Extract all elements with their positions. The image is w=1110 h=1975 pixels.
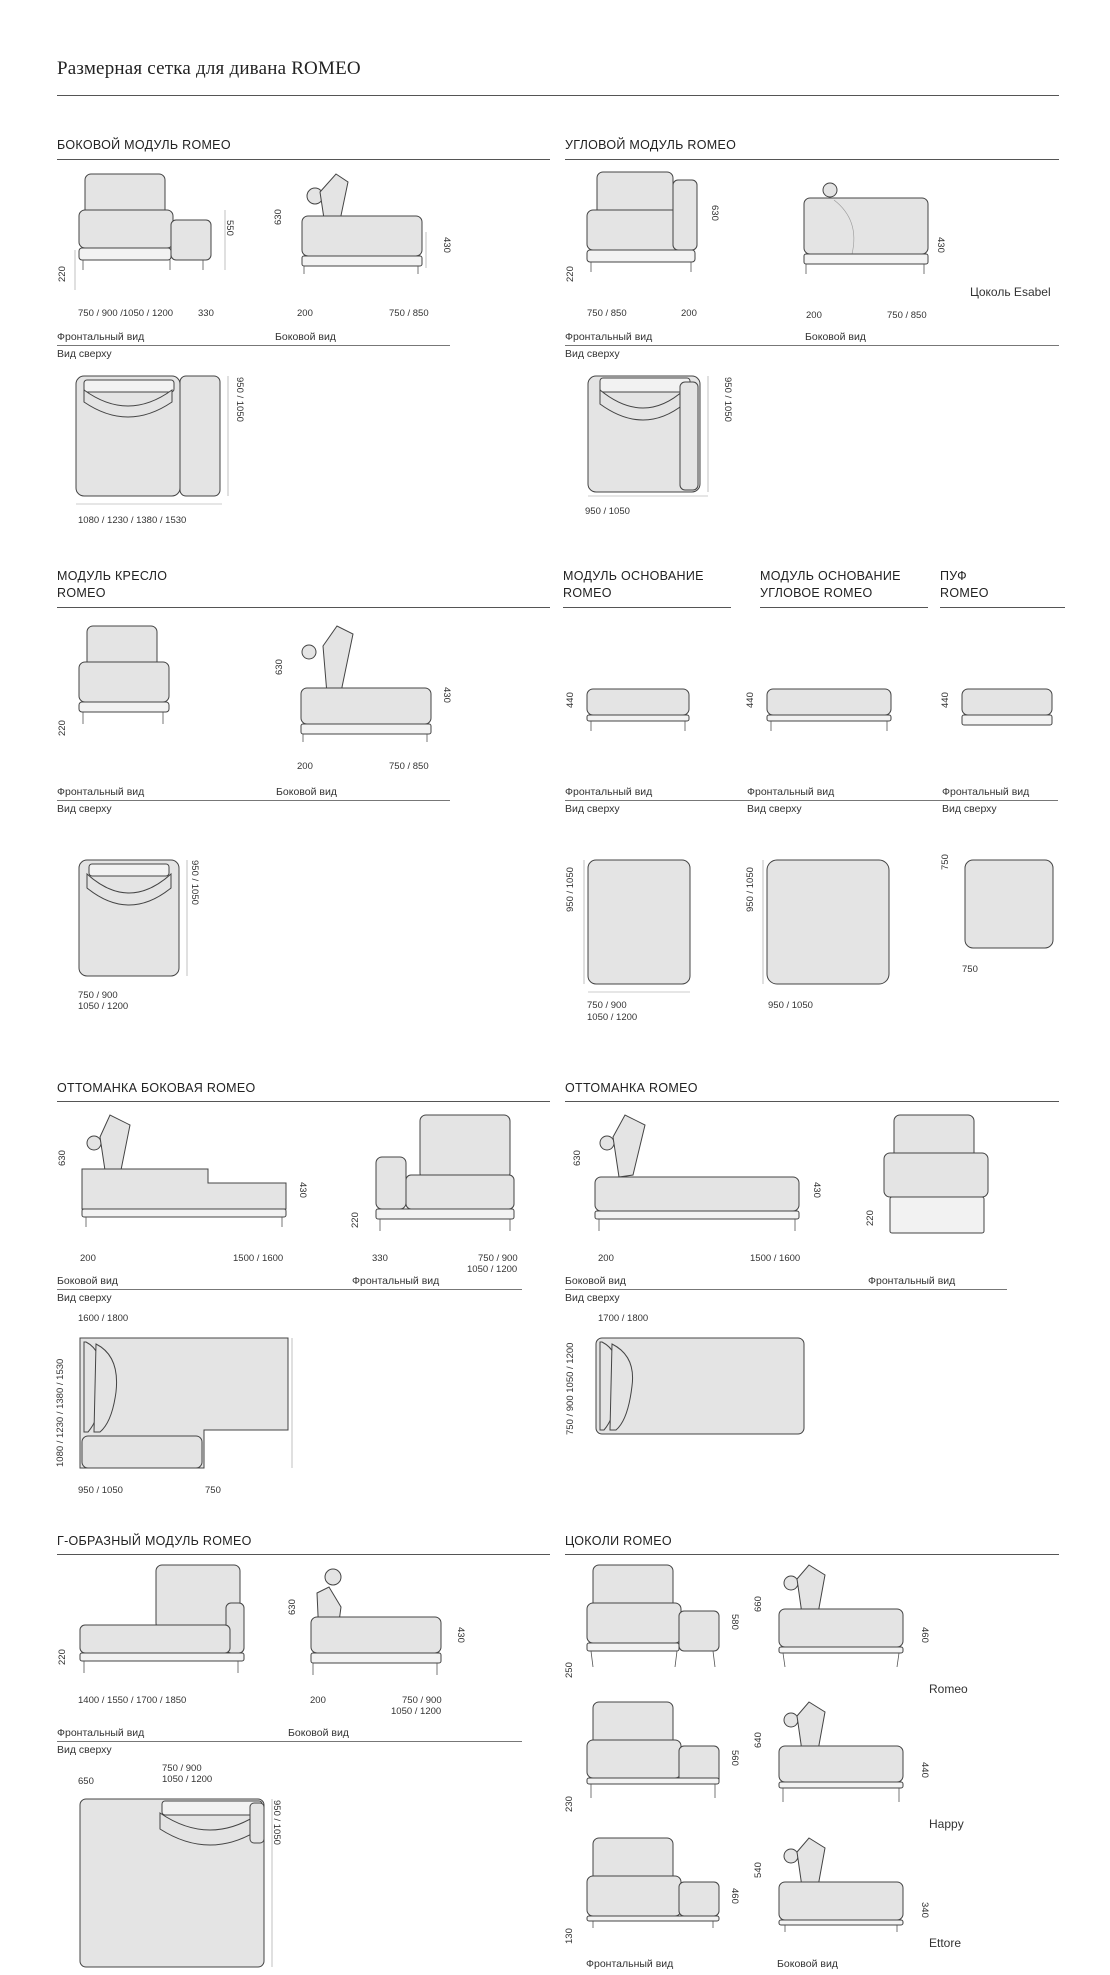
dim-label: 1500 / 1600 xyxy=(750,1253,801,1264)
pouf-front-drawing xyxy=(958,685,1058,735)
dim-label: 440 xyxy=(919,1762,930,1778)
base-module-top-drawing xyxy=(584,856,694,996)
dim-label: 750 / 850 xyxy=(389,308,429,319)
caption-top: Вид сверху xyxy=(942,803,997,815)
section-title-line: УГЛОВОЕ ROMEO xyxy=(760,586,873,600)
dim-label: 750 xyxy=(940,854,951,870)
dim-label: 750 / 850 xyxy=(887,310,927,321)
dim-label: 630 xyxy=(57,1150,68,1166)
caption-side: Боковой вид xyxy=(57,1275,118,1287)
section-divider xyxy=(565,1554,1059,1555)
dim-label: 750 / 900 xyxy=(478,1253,518,1264)
dim-label: 340 xyxy=(919,1902,930,1918)
dim-label: 430 xyxy=(811,1182,822,1198)
section-title-bases: ЦОКОЛИ ROMEO xyxy=(565,1534,672,1548)
dim-label: 430 xyxy=(935,237,946,253)
caption-front: Фронтальный вид xyxy=(565,331,653,343)
dim-label: 630 xyxy=(572,1150,583,1166)
caption-top: Вид сверху xyxy=(57,803,112,815)
caption-side: Боковой вид xyxy=(805,331,866,343)
dim-label: 200 xyxy=(681,308,697,319)
section-title-line: ROMEO xyxy=(563,586,612,600)
caption-side: Боковой вид xyxy=(276,786,337,798)
caption-divider xyxy=(57,1289,522,1290)
armchair-module-top-drawing xyxy=(75,856,195,981)
dim-label: 460 xyxy=(919,1627,930,1643)
section-title-side-ottoman: ОТТОМАНКА БОКОВАЯ ROMEO xyxy=(57,1081,256,1095)
section-divider xyxy=(563,607,731,608)
section-divider xyxy=(760,607,928,608)
caption-top: Вид сверху xyxy=(565,348,620,360)
corner-base-top-drawing xyxy=(763,856,893,996)
dim-label: 750 / 900 xyxy=(162,1763,202,1774)
corner-module-front-drawing xyxy=(583,170,713,280)
armchair-module-side-drawing xyxy=(297,622,447,752)
caption-front: Фронтальный вид xyxy=(942,786,1030,798)
side-ottoman-side-drawing xyxy=(78,1113,298,1243)
caption-side: Боковой вид xyxy=(275,331,336,343)
base-name-romeo: Romeo xyxy=(929,1682,968,1696)
caption-divider xyxy=(565,800,1058,801)
section-title-corner-module: УГЛОВОЙ МОДУЛЬ ROMEO xyxy=(565,138,737,152)
dim-label: 650 xyxy=(78,1776,94,1787)
dim-label: 560 xyxy=(729,1750,740,1766)
caption-divider xyxy=(57,800,450,801)
dim-label: 950 / 1050 xyxy=(768,1000,813,1011)
base-name-ettore: Ettore xyxy=(929,1936,962,1950)
dim-label: 130 xyxy=(564,1928,575,1944)
dim-label: 750 xyxy=(205,1485,221,1496)
dim-label: 750 / 900 /1050 / 1200 xyxy=(78,308,174,319)
dim-label: 220 xyxy=(57,266,68,282)
dim-label: 1050 / 1200 xyxy=(162,1774,213,1785)
section-title-line: МОДУЛЬ КРЕСЛО xyxy=(57,569,168,583)
section-title-line: ПУФ xyxy=(940,569,967,583)
dim-label: 430 xyxy=(441,237,452,253)
dim-label: 630 xyxy=(274,659,285,675)
caption-front: Фронтальный вид xyxy=(565,786,653,798)
dim-label: 1050 / 1200 xyxy=(467,1264,518,1275)
dim-label: 440 xyxy=(565,692,576,708)
l-module-top-drawing xyxy=(76,1795,276,1975)
dim-label: 540 xyxy=(753,1862,764,1878)
armchair-module-front-drawing xyxy=(75,622,185,732)
dim-label: 330 xyxy=(198,308,214,319)
dim-label: 950 / 1050 xyxy=(585,506,630,517)
section-title-base-module xyxy=(563,568,704,602)
caption-top: Вид сверху xyxy=(57,1744,112,1756)
dim-label: 950 / 1050 xyxy=(234,377,245,422)
caption-side: Боковой вид xyxy=(777,1958,838,1970)
section-divider xyxy=(57,607,550,608)
section-divider xyxy=(940,607,1065,608)
dim-label: 200 xyxy=(297,308,313,319)
title-divider xyxy=(57,95,1059,96)
section-divider xyxy=(565,159,1059,160)
dim-label: 1050 / 1200 xyxy=(587,1012,638,1023)
dim-label: 200 xyxy=(80,1253,96,1264)
dim-label: 950 / 1050 xyxy=(78,1485,123,1496)
dim-label: 430 xyxy=(297,1182,308,1198)
section-title-l-module: Г-ОБРАЗНЫЙ МОДУЛЬ ROMEO xyxy=(57,1534,252,1548)
dim-label: 440 xyxy=(745,692,756,708)
section-title-line: МОДУЛЬ ОСНОВАНИЕ xyxy=(563,569,704,583)
section-title-pouf xyxy=(940,568,989,602)
corner-module-top-drawing xyxy=(584,372,724,502)
dim-label: 1080 / 1230 / 1380 / 1530 xyxy=(55,1358,66,1467)
dim-label: 630 xyxy=(287,1599,298,1615)
base-module-front-drawing xyxy=(583,685,693,735)
caption-top: Вид сверху xyxy=(565,1292,620,1304)
caption-divider xyxy=(565,345,1059,346)
caption-front: Фронтальный вид xyxy=(352,1275,440,1287)
dim-label: 220 xyxy=(57,1649,68,1665)
dim-label: 250 xyxy=(564,1662,575,1678)
caption-top: Вид сверху xyxy=(57,348,112,360)
dim-label: 220 xyxy=(565,266,576,282)
caption-side: Боковой вид xyxy=(288,1727,349,1739)
dim-label: 640 xyxy=(753,1732,764,1748)
dim-label: 750 / 900 xyxy=(78,990,118,1001)
base-ettore-side-drawing xyxy=(775,1836,915,1936)
dim-label: 1400 / 1550 / 1700 / 1850 xyxy=(78,1695,187,1706)
dim-label: 440 xyxy=(940,692,951,708)
dim-label: 950 / 1050 xyxy=(189,860,200,905)
section-title-line: ROMEO xyxy=(57,586,106,600)
dim-label: 660 xyxy=(753,1596,764,1612)
dim-label: 750 / 900 xyxy=(587,1000,627,1011)
dim-label: 750 / 850 xyxy=(389,761,429,772)
base-romeo-front-drawing xyxy=(583,1563,733,1673)
dim-label: 550 xyxy=(224,220,235,236)
dim-label: 230 xyxy=(564,1796,575,1812)
side-module-top-drawing xyxy=(72,372,242,512)
base-ettore-front-drawing xyxy=(583,1836,733,1936)
dim-label: 950 / 1050 xyxy=(745,867,756,912)
section-title-corner-base-module xyxy=(760,568,901,602)
section-divider xyxy=(565,1101,1059,1102)
dim-label: 1700 / 1800 xyxy=(598,1313,649,1324)
dim-label: 950 / 1050 xyxy=(565,867,576,912)
caption-front: Фронтальный вид xyxy=(747,786,835,798)
dim-label: 1080 / 1230 / 1380 / 1530 xyxy=(78,515,187,526)
ottoman-side-drawing xyxy=(591,1113,811,1243)
dim-label: 750 / 900 1050 / 1200 xyxy=(565,1342,576,1435)
dim-label: 220 xyxy=(350,1212,361,1228)
side-module-front-drawing xyxy=(75,170,235,280)
caption-top: Вид сверху xyxy=(747,803,802,815)
section-divider xyxy=(57,159,550,160)
dim-label: 750 xyxy=(962,964,978,975)
base-name-esabel: Цоколь Esabel xyxy=(970,285,1051,299)
caption-divider xyxy=(57,1741,522,1742)
section-divider xyxy=(57,1554,550,1555)
dim-label: 630 xyxy=(273,209,284,225)
caption-front: Фронтальный вид xyxy=(868,1275,956,1287)
dim-label: 1050 / 1200 xyxy=(78,1001,129,1012)
caption-front: Фронтальный вид xyxy=(57,331,145,343)
section-title-side-module: БОКОВОЙ МОДУЛЬ ROMEO xyxy=(57,138,231,152)
caption-divider xyxy=(57,345,450,346)
l-module-side-drawing xyxy=(307,1563,457,1693)
base-romeo-side-drawing xyxy=(775,1563,915,1673)
page-title: Размерная сетка для дивана ROMEO xyxy=(57,58,361,79)
dim-label: 750 / 900 xyxy=(402,1695,442,1706)
side-ottoman-front-drawing xyxy=(372,1113,522,1243)
dim-label: 630 xyxy=(709,205,720,221)
caption-front: Фронтальный вид xyxy=(57,786,145,798)
side-ottoman-top-drawing xyxy=(76,1332,306,1482)
caption-front: Фронтальный вид xyxy=(586,1958,674,1970)
dim-label: 330 xyxy=(372,1253,388,1264)
caption-top: Вид сверху xyxy=(565,803,620,815)
dim-label: 200 xyxy=(806,310,822,321)
dim-label: 200 xyxy=(297,761,313,772)
ottoman-top-drawing xyxy=(592,1332,812,1442)
base-name-happy: Happy xyxy=(929,1817,964,1831)
dim-label: 220 xyxy=(865,1210,876,1226)
dim-label: 750 / 850 xyxy=(587,308,627,319)
caption-top: Вид сверху xyxy=(57,1292,112,1304)
dim-label: 1500 / 1600 xyxy=(233,1253,284,1264)
section-title-line: МОДУЛЬ ОСНОВАНИЕ xyxy=(760,569,901,583)
corner-base-front-drawing xyxy=(763,685,893,735)
dim-label: 220 xyxy=(57,720,68,736)
dim-label: 950 / 1050 xyxy=(271,1800,282,1845)
dim-label: 430 xyxy=(455,1627,466,1643)
corner-module-side-drawing xyxy=(800,170,940,280)
l-module-front-drawing xyxy=(76,1563,256,1693)
pouf-top-drawing xyxy=(961,856,1061,956)
base-happy-side-drawing xyxy=(775,1700,915,1810)
base-happy-front-drawing xyxy=(583,1700,733,1810)
section-title-armchair-module xyxy=(57,568,167,602)
dim-label: 1600 / 1800 xyxy=(78,1313,129,1324)
dim-label: 950 / 1050 xyxy=(722,377,733,422)
caption-side: Боковой вид xyxy=(565,1275,626,1287)
dim-label: 200 xyxy=(310,1695,326,1706)
section-title-ottoman: ОТТОМАНКА ROMEO xyxy=(565,1081,698,1095)
dim-label: 200 xyxy=(598,1253,614,1264)
dim-label: 460 xyxy=(729,1888,740,1904)
ottoman-front-drawing xyxy=(880,1113,1000,1243)
section-divider xyxy=(57,1101,550,1102)
dim-label: 1050 / 1200 xyxy=(391,1706,442,1717)
dim-label: 430 xyxy=(441,687,452,703)
side-module-side-drawing xyxy=(298,172,438,282)
section-title-line: ROMEO xyxy=(940,586,989,600)
caption-front: Фронтальный вид xyxy=(57,1727,145,1739)
caption-divider xyxy=(565,1289,1007,1290)
dim-label: 580 xyxy=(729,1614,740,1630)
